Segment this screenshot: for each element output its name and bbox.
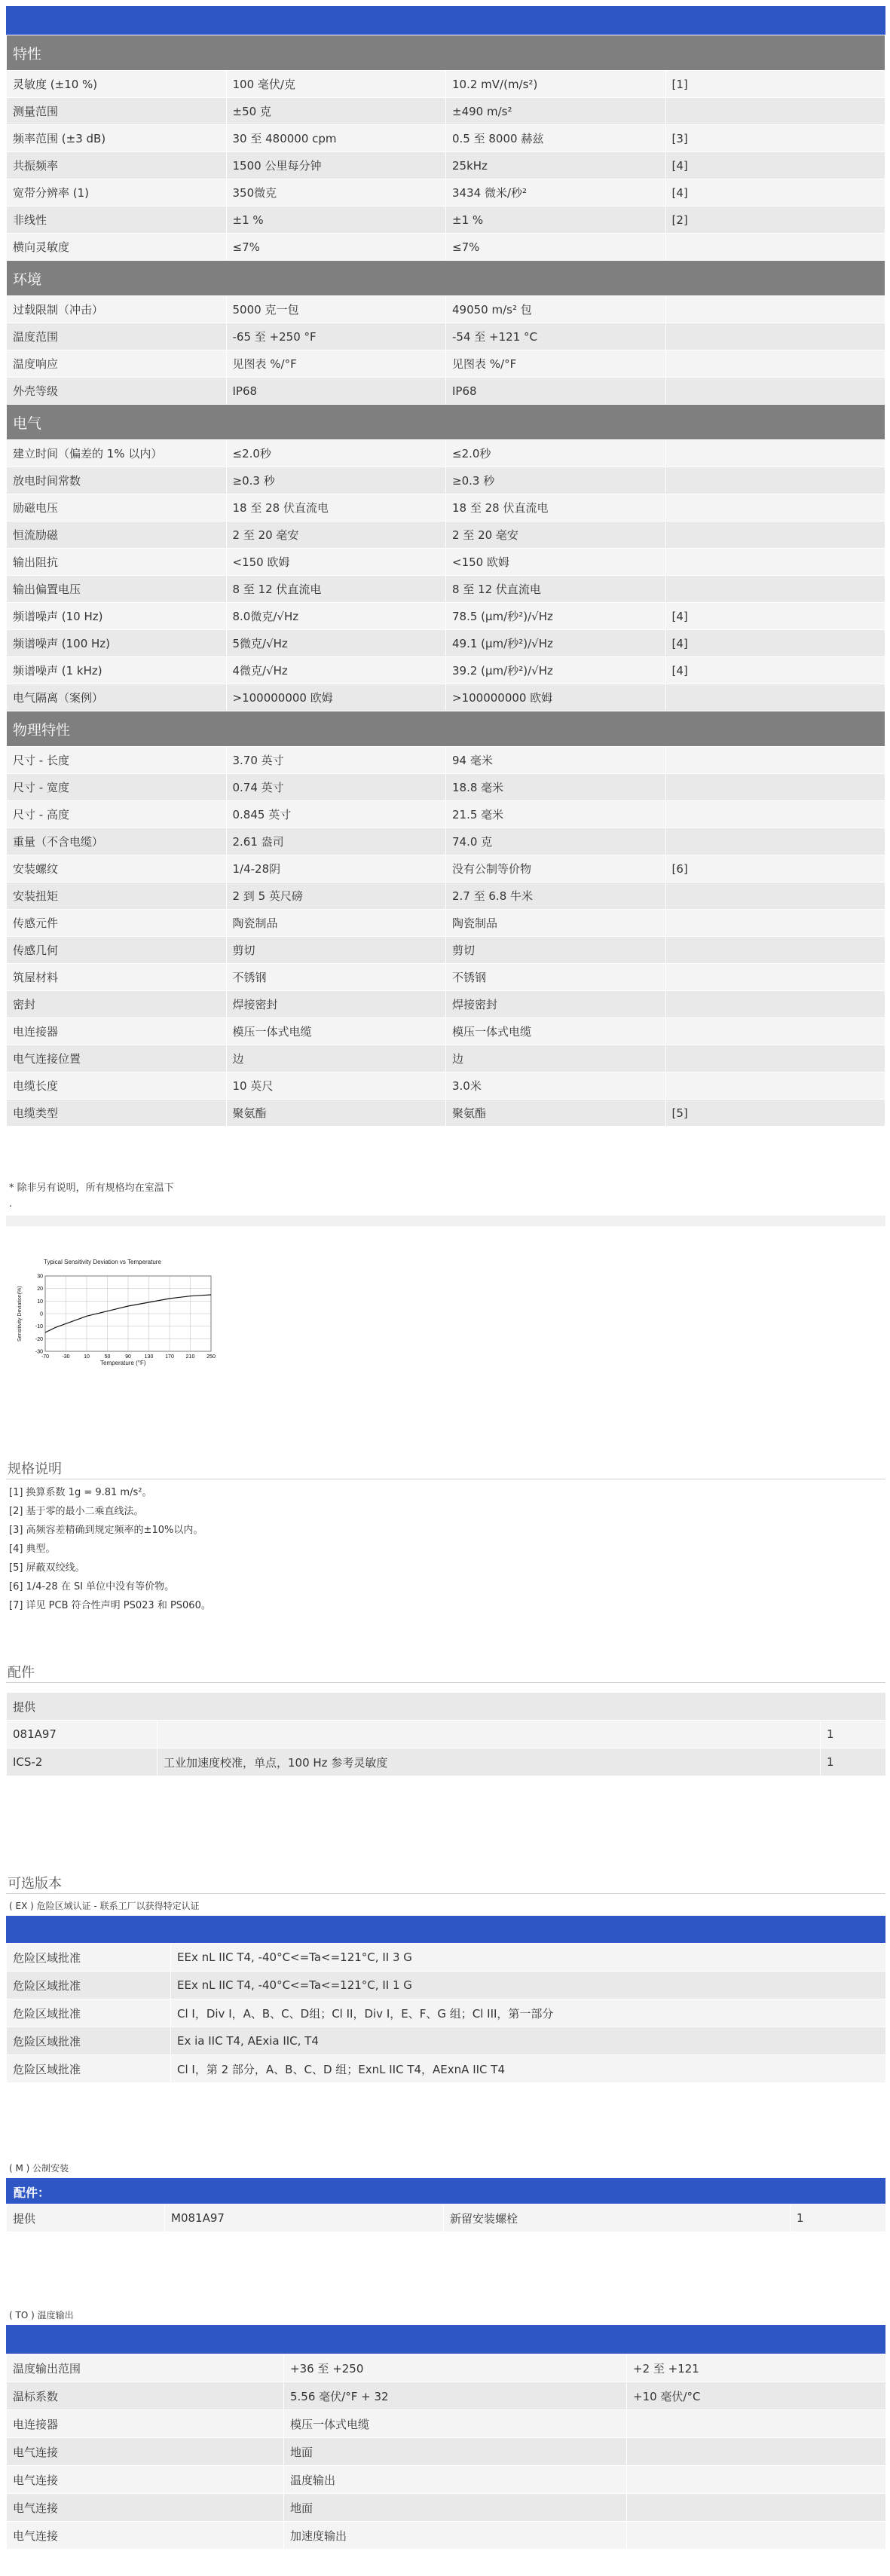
spec-note-item: [5] 屏蔽双绞线。 <box>9 1562 85 1574</box>
si-value-cell: 49.1 (μm/秒²)/√Hz <box>446 630 666 657</box>
si-value-cell <box>627 2410 886 2438</box>
imperial-value-cell: 30 至 480000 cpm <box>226 125 446 152</box>
imperial-value-cell: +36 至 +250 <box>284 2354 627 2382</box>
model-cell: ICS-2 <box>7 1748 158 1776</box>
table-row <box>7 98 885 125</box>
table-row <box>7 910 885 937</box>
note-ref-cell <box>665 747 885 774</box>
imperial-value-cell: 边 <box>226 1045 446 1072</box>
chart-x-tick-label: -70 <box>41 1354 50 1360</box>
parameter-cell: 过载限制（冲击） <box>7 296 227 323</box>
note-ref-cell <box>665 378 885 405</box>
parameter-cell: 温度范围 <box>7 323 227 350</box>
note-ref-cell <box>665 991 885 1018</box>
imperial-value-cell: 8.0微克/√Hz <box>226 603 446 630</box>
parameter-cell: 密封 <box>7 991 227 1018</box>
table-row <box>7 522 885 549</box>
table-row <box>7 350 885 378</box>
chart-y-tick-label: -10 <box>35 1324 43 1330</box>
table-row <box>7 1944 886 1972</box>
parameter-cell: 温度输出范围 <box>7 2354 284 2382</box>
chart-x-tick-label: -30 <box>62 1354 70 1360</box>
section-header-row <box>7 261 885 296</box>
si-value-cell: 18 至 28 伏直流电 <box>446 494 666 522</box>
note-ref-cell <box>665 1072 885 1100</box>
table-row <box>7 378 885 405</box>
table-row <box>7 234 885 261</box>
imperial-value-cell: 100 毫伏/克 <box>226 71 446 98</box>
chart-y-tick-label: -20 <box>35 1336 43 1342</box>
table-row <box>7 657 885 684</box>
si-value-cell <box>627 2494 886 2522</box>
table-row <box>7 2055 886 2083</box>
imperial-value-cell: 不锈钢 <box>226 964 446 991</box>
si-value-cell: 不锈钢 <box>446 964 666 991</box>
section-header-row <box>7 711 885 747</box>
imperial-value-cell: 2 到 5 英尺磅 <box>226 883 446 910</box>
si-value-cell: ±1 % <box>446 207 666 234</box>
description-cell <box>158 1721 821 1748</box>
table-row <box>7 71 885 98</box>
imperial-value-cell: 8 至 12 伏直流电 <box>226 576 446 603</box>
section-title: 环境 <box>7 261 885 296</box>
parameter-cell: 电连接器 <box>7 1018 227 1045</box>
chart-grid <box>45 1276 211 1351</box>
parameter-cell: 输出偏置电压 <box>7 576 227 603</box>
parameter-cell: 外壳等级 <box>7 378 227 405</box>
table-row <box>7 440 885 467</box>
si-value-cell <box>627 2522 886 2550</box>
spec-note-item: [7] 详见 PCB 符合性声明 PS023 和 PS060。 <box>9 1600 211 1611</box>
parameter-cell: 非线性 <box>7 207 227 234</box>
chart-x-tick-label: 210 <box>185 1354 195 1360</box>
imperial-value-cell: 聚氨酯 <box>226 1100 446 1127</box>
parameter-cell: 灵敏度 (±10 %) <box>7 71 227 98</box>
specification-table <box>6 35 885 1127</box>
model-cell: 081A97 <box>7 1721 158 1748</box>
spec-table <box>6 35 885 1127</box>
si-value-cell: 模压一体式电缆 <box>446 1018 666 1045</box>
imperial-value-cell: 加速度输出 <box>284 2522 627 2550</box>
table-row <box>7 207 885 234</box>
chart-y-tick-label: -30 <box>35 1349 43 1355</box>
options-divider <box>6 1893 885 1894</box>
chart-x-tick-label: 90 <box>125 1354 131 1360</box>
table-row <box>7 1018 885 1045</box>
options-title: 可选版本 <box>8 1876 62 1892</box>
section-title: 特性 <box>7 35 885 71</box>
imperial-value-cell: 模压一体式电缆 <box>226 1018 446 1045</box>
si-value-cell: 25kHz <box>446 152 666 179</box>
parameter-cell: 电连接器 <box>7 2410 284 2438</box>
si-value-cell: 8 至 12 伏直流电 <box>446 576 666 603</box>
imperial-value-cell: 5微克/√Hz <box>226 630 446 657</box>
parameter-cell: 频谱噪声 (10 Hz) <box>7 603 227 630</box>
imperial-value-cell: 焊接密封 <box>226 991 446 1018</box>
model-cell: M081A97 <box>165 2204 444 2232</box>
chart-y-tick-label: 30 <box>37 1274 43 1280</box>
note-ref-cell: [4] <box>665 630 885 657</box>
table-row <box>7 747 885 774</box>
note-ref-cell <box>665 1045 885 1072</box>
si-value-cell <box>627 2438 886 2466</box>
table-row <box>7 494 885 522</box>
parameter-cell: 电气连接 <box>7 2438 284 2466</box>
accessories-header: 提供 <box>7 1693 886 1721</box>
parameter-cell: 测量范围 <box>7 98 227 125</box>
parameter-cell: 横向灵敏度 <box>7 234 227 261</box>
si-value-cell: IP68 <box>446 378 666 405</box>
table-row <box>7 1972 886 1999</box>
table-row <box>7 603 885 630</box>
table-row <box>7 883 885 910</box>
parameter-cell: 安装扭矩 <box>7 883 227 910</box>
table-row <box>7 152 885 179</box>
parameter-cell: 频谱噪声 (1 kHz) <box>7 657 227 684</box>
parameter-cell: 尺寸 - 长度 <box>7 747 227 774</box>
parameter-cell: 电缆类型 <box>7 1100 227 1127</box>
table-row <box>7 937 885 964</box>
table-row <box>7 1045 885 1072</box>
si-value-cell: 18.8 毫米 <box>446 774 666 801</box>
imperial-value-cell: ±50 克 <box>226 98 446 125</box>
parameter-cell: 尺寸 - 宽度 <box>7 774 227 801</box>
table-row <box>7 1100 885 1127</box>
section-header-row <box>7 35 885 71</box>
imperial-value-cell: 3.70 英寸 <box>226 747 446 774</box>
spec-note-item: [4] 典型。 <box>9 1543 56 1555</box>
table-row <box>7 801 885 828</box>
table-row <box>7 2438 886 2466</box>
imperial-value-cell: 地面 <box>284 2438 627 2466</box>
top-header-bar <box>6 6 885 35</box>
description-cell: 新留安装螺栓 <box>444 2204 791 2232</box>
approval-type-cell: 危险区域批准 <box>7 2027 171 2055</box>
chart-title: Typical Sensitivity Deviation vs Temperature <box>44 1259 161 1265</box>
imperial-value-cell: 0.74 英寸 <box>226 774 446 801</box>
imperial-value-cell: 见图表 %/°F <box>226 350 446 378</box>
approval-detail-cell: Cl I，第 2 部分，A、B、C、D 组；ExnL IIC T4，AExnA IIC T4 <box>171 2055 886 2083</box>
accessories-divider <box>6 1682 885 1683</box>
imperial-value-cell: 温度输出 <box>284 2466 627 2494</box>
approval-type-cell: 危险区域批准 <box>7 1999 171 2027</box>
accessories-header-row <box>7 1693 886 1721</box>
note-ref-cell: [2] <box>665 207 885 234</box>
approval-detail-cell: EEx nL IIC T4, -40°C<=Ta<=121°C, II 1 G <box>171 1972 886 1999</box>
parameter-cell: 频率范围 (±3 dB) <box>7 125 227 152</box>
note-ref-cell: [4] <box>665 603 885 630</box>
note-ref-cell <box>665 234 885 261</box>
imperial-value-cell: 18 至 28 伏直流电 <box>226 494 446 522</box>
note-ref-cell <box>665 494 885 522</box>
quantity-cell: 1 <box>821 1748 886 1776</box>
note-ref-cell <box>665 549 885 576</box>
parameter-cell: 传感元件 <box>7 910 227 937</box>
note-ref-cell: [5] <box>665 1100 885 1127</box>
dot-mark: . <box>9 1198 13 1210</box>
si-value-cell: ≤2.0秒 <box>446 440 666 467</box>
parameter-cell: 频谱噪声 (100 Hz) <box>7 630 227 657</box>
table-row <box>7 323 885 350</box>
m-blue-bar <box>6 2178 885 2204</box>
imperial-value-cell: ≤7% <box>226 234 446 261</box>
table-row <box>7 2466 886 2494</box>
note-ref-cell <box>665 684 885 711</box>
chart-svg <box>14 1255 225 1368</box>
section-header-row <box>7 405 885 440</box>
note-ref-cell <box>665 937 885 964</box>
note-ref-cell <box>665 522 885 549</box>
si-value-cell: 10.2 mV/(m/s²) <box>446 71 666 98</box>
table-row <box>7 684 885 711</box>
si-value-cell: >100000000 欧姆 <box>446 684 666 711</box>
imperial-value-cell: 4微克/√Hz <box>226 657 446 684</box>
imperial-value-cell: ±1 % <box>226 207 446 234</box>
note-ref-cell: [1] <box>665 71 885 98</box>
note-ref-cell <box>665 801 885 828</box>
table-row <box>7 2410 886 2438</box>
quantity-cell: 1 <box>791 2204 886 2232</box>
note-ref-cell <box>665 774 885 801</box>
table-row <box>7 179 885 207</box>
si-value-cell: 94 毫米 <box>446 747 666 774</box>
note-ref-cell <box>665 883 885 910</box>
si-value-cell: 焊接密封 <box>446 991 666 1018</box>
to-option-label: ( TO ) 温度输出 <box>9 2310 74 2321</box>
note-ref-cell <box>665 98 885 125</box>
table-row <box>7 2204 886 2232</box>
chart-x-label: Temperature (°F) <box>100 1360 146 1366</box>
si-value-cell: 2.7 至 6.8 牛米 <box>446 883 666 910</box>
parameter-cell: 电气连接 <box>7 2494 284 2522</box>
ex-option-label: ( EX ) 危险区域认证 - 联系工厂以获得特定认证 <box>9 1901 200 1911</box>
parameter-cell: 筑屋材料 <box>7 964 227 991</box>
description-cell: 工业加速度校准，单点，100 Hz 参考灵敏度 <box>158 1748 821 1776</box>
table-row <box>7 2382 886 2410</box>
imperial-value-cell: >100000000 欧姆 <box>226 684 446 711</box>
m-accessories-table <box>6 2204 886 2232</box>
table-row <box>7 964 885 991</box>
chart-x-tick-label: 10 <box>84 1354 90 1360</box>
chart-x-tick-label: 170 <box>165 1354 174 1360</box>
si-value-cell: 78.5 (μm/秒²)/√Hz <box>446 603 666 630</box>
spec-note-item: [1] 换算系数 1g = 9.81 m/s²。 <box>9 1487 152 1498</box>
approval-type-cell: 危险区域批准 <box>7 2055 171 2083</box>
si-value-cell: 21.5 毫米 <box>446 801 666 828</box>
imperial-value-cell: 模压一体式电缆 <box>284 2410 627 2438</box>
imperial-value-cell: 地面 <box>284 2494 627 2522</box>
si-value-cell: +2 至 +121 <box>627 2354 886 2382</box>
table-row <box>7 467 885 494</box>
parameter-cell: 宽带分辨率 (1) <box>7 179 227 207</box>
si-value-cell: <150 欧姆 <box>446 549 666 576</box>
parameter-cell: 重量（不含电缆） <box>7 828 227 855</box>
accessories-table <box>6 1692 886 1776</box>
note-ref-cell <box>665 323 885 350</box>
imperial-value-cell: 2 至 20 毫安 <box>226 522 446 549</box>
temperature-output-table <box>6 2354 886 2550</box>
si-value-cell: 聚氨酯 <box>446 1100 666 1127</box>
note-ref-cell: [6] <box>665 855 885 883</box>
si-value-cell: 陶瓷制品 <box>446 910 666 937</box>
note-ref-cell <box>665 964 885 991</box>
note-ref-cell: [3] <box>665 125 885 152</box>
spec-note-item: [2] 基于零的最小二乘直线法。 <box>9 1506 144 1517</box>
note-ref-cell <box>665 296 885 323</box>
parameter-cell: 电气隔离（案例） <box>7 684 227 711</box>
table-row <box>7 549 885 576</box>
table-row <box>7 991 885 1018</box>
imperial-value-cell: ≥0.3 秒 <box>226 467 446 494</box>
chart-x-tick-label: 50 <box>104 1354 111 1360</box>
chart-y-tick-label: 10 <box>37 1299 43 1305</box>
parameter-cell: 电气连接 <box>7 2522 284 2550</box>
imperial-value-cell: 1500 公里每分钟 <box>226 152 446 179</box>
approval-detail-cell: EEx nL IIC T4, -40°C<=Ta<=121°C, II 3 G <box>171 1944 886 1972</box>
imperial-value-cell: 1/4-28阴 <box>226 855 446 883</box>
imperial-value-cell: <150 欧姆 <box>226 549 446 576</box>
chart-y-tick-label: 0 <box>40 1311 43 1317</box>
footnote-room-temp: * 除非另有说明，所有规格均在室温下 <box>9 1182 174 1194</box>
imperial-value-cell: 剪切 <box>226 937 446 964</box>
si-value-cell: 39.2 (μm/秒²)/√Hz <box>446 657 666 684</box>
table-row <box>7 1072 885 1100</box>
parameter-cell: 输出阻抗 <box>7 549 227 576</box>
si-value-cell: 3.0米 <box>446 1072 666 1100</box>
note-ref-cell <box>665 1018 885 1045</box>
table-row <box>7 2522 886 2550</box>
table-row <box>7 828 885 855</box>
table-row <box>7 630 885 657</box>
chart-y-label: Sensitivity Deviation(%) <box>17 1286 23 1342</box>
si-value-cell: 没有公制等价物 <box>446 855 666 883</box>
imperial-value-cell: 10 英尺 <box>226 1072 446 1100</box>
parameter-cell: 温度响应 <box>7 350 227 378</box>
imperial-value-cell: 陶瓷制品 <box>226 910 446 937</box>
note-ref-cell: [4] <box>665 152 885 179</box>
note-ref-cell <box>665 350 885 378</box>
table-row <box>7 1999 886 2027</box>
si-value-cell: ≤7% <box>446 234 666 261</box>
imperial-value-cell: 2.61 盎司 <box>226 828 446 855</box>
si-value-cell: 74.0 克 <box>446 828 666 855</box>
chart-x-tick-label: 130 <box>144 1354 154 1360</box>
table-row <box>7 2354 886 2382</box>
spec-note-item: [6] 1/4-28 在 SI 单位中没有等价物。 <box>9 1581 175 1592</box>
si-value-cell: 3434 微米/秒² <box>446 179 666 207</box>
si-value-cell: +10 毫伏/°C <box>627 2382 886 2410</box>
si-value-cell: ±490 m/s² <box>446 98 666 125</box>
table-row <box>7 2027 886 2055</box>
imperial-value-cell: 350微克 <box>226 179 446 207</box>
supplied-cell: 提供 <box>7 2204 165 2232</box>
ex-blue-bar <box>6 1916 885 1943</box>
parameter-cell: 电气连接 <box>7 2466 284 2494</box>
table-row <box>7 1748 886 1776</box>
divider-strip <box>6 1216 885 1226</box>
section-title: 物理特性 <box>7 711 885 747</box>
table-row <box>7 125 885 152</box>
note-ref-cell <box>665 440 885 467</box>
table-row <box>7 576 885 603</box>
section-title: 电气 <box>7 405 885 440</box>
imperial-value-cell: -65 至 +250 °F <box>226 323 446 350</box>
m-bar-label: 配件： <box>14 2186 50 2200</box>
imperial-value-cell: ≤2.0秒 <box>226 440 446 467</box>
ex-approvals-table <box>6 1943 886 2083</box>
note-ref-cell <box>665 467 885 494</box>
si-value-cell: 剪切 <box>446 937 666 964</box>
sensitivity-temperature-chart <box>14 1255 225 1368</box>
table-row <box>7 2494 886 2522</box>
quantity-cell: 1 <box>821 1721 886 1748</box>
si-value-cell: ≥0.3 秒 <box>446 467 666 494</box>
to-blue-bar <box>6 2325 885 2354</box>
chart-x-tick-label: 250 <box>206 1354 216 1360</box>
si-value-cell: 49050 m/s² 包 <box>446 296 666 323</box>
parameter-cell: 励磁电压 <box>7 494 227 522</box>
parameter-cell: 安装螺纹 <box>7 855 227 883</box>
parameter-cell: 建立时间（偏差的 1% 以内） <box>7 440 227 467</box>
note-ref-cell <box>665 828 885 855</box>
approval-type-cell: 危险区域批准 <box>7 1972 171 1999</box>
si-value-cell: 边 <box>446 1045 666 1072</box>
si-value-cell: 2 至 20 毫安 <box>446 522 666 549</box>
si-value-cell: 0.5 至 8000 赫兹 <box>446 125 666 152</box>
imperial-value-cell: 5000 克一包 <box>226 296 446 323</box>
accessories-title: 配件 <box>8 1665 35 1681</box>
si-value-cell: 见图表 %/°F <box>446 350 666 378</box>
parameter-cell: 电缆长度 <box>7 1072 227 1100</box>
parameter-cell: 尺寸 - 高度 <box>7 801 227 828</box>
m-option-label: ( M ) 公制安装 <box>9 2163 69 2174</box>
parameter-cell: 恒流励磁 <box>7 522 227 549</box>
parameter-cell: 温标系数 <box>7 2382 284 2410</box>
si-value-cell <box>627 2466 886 2494</box>
parameter-cell: 电气连接位置 <box>7 1045 227 1072</box>
chart-ticks <box>35 1274 216 1360</box>
imperial-value-cell: IP68 <box>226 378 446 405</box>
note-ref-cell <box>665 910 885 937</box>
note-ref-cell: [4] <box>665 179 885 207</box>
table-row <box>7 296 885 323</box>
table-row <box>7 855 885 883</box>
spec-notes-list <box>9 1483 211 1615</box>
spec-notes-title: 规格说明 <box>8 1461 62 1477</box>
note-ref-cell <box>665 576 885 603</box>
approval-detail-cell: Cl I，Div I，A、B、C、D组；Cl II，Div I，E、F、G 组；Cl III，第一部分 <box>171 1999 886 2027</box>
imperial-value-cell: 5.56 毫伏/°F + 32 <box>284 2382 627 2410</box>
note-ref-cell: [4] <box>665 657 885 684</box>
parameter-cell: 放电时间常数 <box>7 467 227 494</box>
chart-y-tick-label: 20 <box>37 1286 43 1293</box>
parameter-cell: 共振频率 <box>7 152 227 179</box>
spec-note-item: [3] 高频容差精确到规定频率的±10%以内。 <box>9 1525 203 1536</box>
si-value-cell: -54 至 +121 °C <box>446 323 666 350</box>
table-row <box>7 774 885 801</box>
imperial-value-cell: 0.845 英寸 <box>226 801 446 828</box>
table-row <box>7 1721 886 1748</box>
parameter-cell: 传感几何 <box>7 937 227 964</box>
approval-detail-cell: Ex ia IIC T4, AExia IIC, T4 <box>171 2027 886 2055</box>
approval-type-cell: 危险区域批准 <box>7 1944 171 1972</box>
